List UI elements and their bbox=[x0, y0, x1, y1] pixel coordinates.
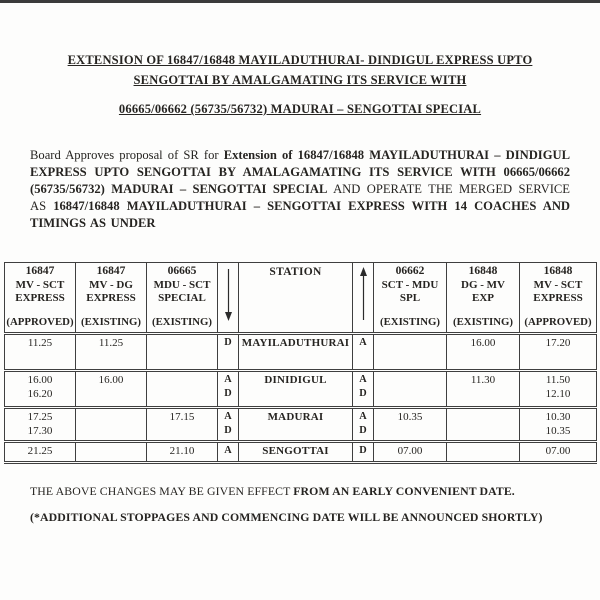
header-station: STATION bbox=[239, 263, 353, 334]
paragraph-segment-bold: 16847/16848 MAYILADUTHURAI – SENGOTTAI EXPRESS WITH 14 COACHES AND TIMINGS AS UNDER bbox=[30, 199, 571, 230]
title-line-3-text: 06665/06662 (56735/56732) MADURAI – SENGOTTAI SPECIAL bbox=[118, 102, 482, 116]
time-cell: 17.20 bbox=[520, 334, 597, 371]
time-cell: 21.25 bbox=[5, 442, 76, 463]
effect-date-note-regular: THE ABOVE CHANGES MAY BE GIVEN EFFECT bbox=[30, 484, 294, 498]
arr-dep-cell: A D bbox=[218, 371, 239, 408]
paragraph-segment-regular: Board Approves proposal of SR for bbox=[30, 148, 224, 162]
title-line-2 bbox=[0, 70, 600, 90]
arr-dep-cell: A bbox=[218, 442, 239, 463]
title-line-1 bbox=[0, 50, 600, 70]
time-cell bbox=[447, 408, 520, 442]
time-cell: 11.25 bbox=[5, 334, 76, 371]
time-cell bbox=[374, 371, 447, 408]
time-cell bbox=[147, 371, 218, 408]
time-cell bbox=[447, 442, 520, 463]
up-arrow-icon bbox=[354, 265, 372, 321]
arr-dep-cell: A D bbox=[353, 371, 374, 408]
title-line-1-text: EXTENSION OF 16847/16848 MAYILADUTHURAI- DINDIGUL EXPRESS UPTO bbox=[67, 53, 533, 67]
time-cell: 10.30 10.35 bbox=[520, 408, 597, 442]
effect-date-note-bold: FROM AN EARLY CONVENIENT DATE. bbox=[293, 484, 515, 498]
header-06662-sct-mdu-existing: 06662 SCT - MDU SPL (EXISTING) bbox=[374, 263, 447, 334]
table-row-mayiladuthurai bbox=[5, 334, 597, 371]
up-direction-column-header bbox=[353, 263, 374, 334]
header-06665-mdu-sct-existing: 06665 MDU - SCT SPECIAL (EXISTING) bbox=[147, 263, 218, 334]
footer-notes bbox=[30, 484, 570, 524]
station-cell: DINIDIGUL bbox=[239, 371, 353, 408]
title-line-3 bbox=[0, 99, 600, 119]
station-cell: SENGOTTAI bbox=[239, 442, 353, 463]
header-16847-mv-sct-approved: 16847 MV - SCT EXPRESS (APPROVED) bbox=[5, 263, 76, 334]
time-cell: 10.35 bbox=[374, 408, 447, 442]
time-cell: 17.25 17.30 bbox=[5, 408, 76, 442]
down-direction-column-header bbox=[218, 263, 239, 334]
arr-dep-cell: A D bbox=[353, 408, 374, 442]
time-cell: 07.00 bbox=[520, 442, 597, 463]
approval-paragraph bbox=[30, 147, 570, 232]
effect-date-note bbox=[30, 484, 570, 498]
table-row-sengottai bbox=[5, 442, 597, 463]
arr-dep-cell: D bbox=[353, 442, 374, 463]
table-header-row bbox=[5, 263, 597, 334]
time-cell: 16.00 16.20 bbox=[5, 371, 76, 408]
station-cell: MADURAI bbox=[239, 408, 353, 442]
top-border-bar bbox=[0, 0, 600, 3]
time-cell: 11.25 bbox=[76, 334, 147, 371]
header-16847-mv-dg-existing: 16847 MV - DG EXPRESS (EXISTING) bbox=[76, 263, 147, 334]
additional-stoppages-note: (*ADDITIONAL STOPPAGES AND COMMENCING DATE WILL BE ANNOUNCED SHORTLY) bbox=[30, 510, 543, 524]
header-16848-dg-mv-existing: 16848 DG - MV EXP (EXISTING) bbox=[447, 263, 520, 334]
time-cell bbox=[76, 442, 147, 463]
time-cell bbox=[76, 408, 147, 442]
header-16848-mv-sct-approved: 16848 MV - SCT EXPRESS (APPROVED) bbox=[520, 263, 597, 334]
time-cell bbox=[374, 334, 447, 371]
title-line-2-text: SENGOTTAI BY AMALGAMATING ITS SERVICE WITH bbox=[133, 73, 467, 87]
time-cell: 11.50 12.10 bbox=[520, 371, 597, 408]
time-cell: 16.00 bbox=[76, 371, 147, 408]
notice-title bbox=[0, 50, 600, 119]
arr-dep-cell: A bbox=[353, 334, 374, 371]
table-row-madurai bbox=[5, 408, 597, 442]
time-cell: 16.00 bbox=[447, 334, 520, 371]
time-cell: 17.15 bbox=[147, 408, 218, 442]
arr-dep-cell: A D bbox=[218, 408, 239, 442]
time-cell bbox=[147, 334, 218, 371]
time-cell: 11.30 bbox=[447, 371, 520, 408]
table-row-dinidigul bbox=[5, 371, 597, 408]
time-cell: 21.10 bbox=[147, 442, 218, 463]
timetable bbox=[4, 262, 597, 464]
station-cell: MAYILADUTHURAI bbox=[239, 334, 353, 371]
time-cell: 07.00 bbox=[374, 442, 447, 463]
down-arrow-icon bbox=[219, 265, 237, 321]
paragraph-segment-bold: Extension of 16847/16848 MAYILADUTHURAI – DINDIGUL EXPRESS UPTO SENGOTTAI BY AMALAGAMATING ITS SERVICE WITH 06665/06662 (56735/56732) MADURAI – SENGOTTAI SPECIAL bbox=[30, 148, 570, 196]
arr-dep-cell: D bbox=[218, 334, 239, 371]
paragraph-segment-regular: AND OPERATE THE MERGED SERVICE AS bbox=[30, 182, 570, 213]
